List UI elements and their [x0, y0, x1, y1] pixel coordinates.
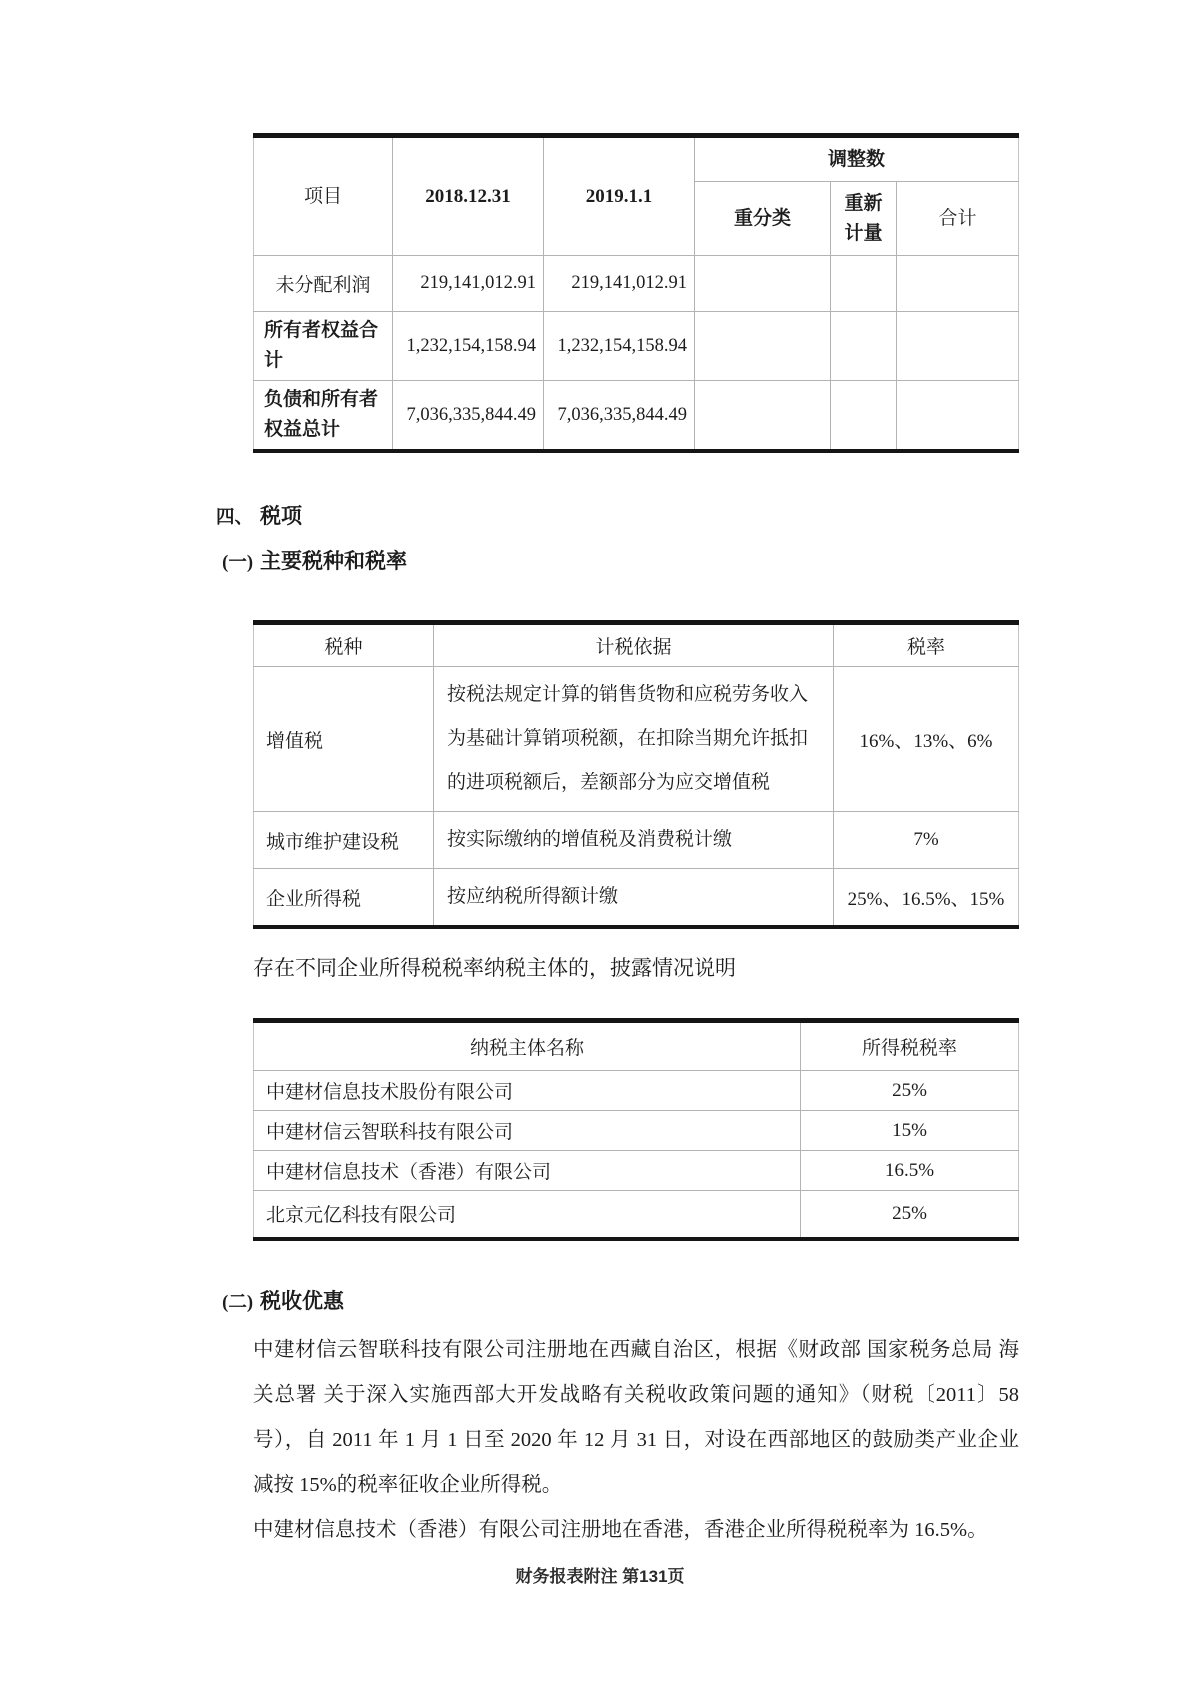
- tax-basis: 按税法规定计算的销售货物和应税劳务收入为基础计算销项税额，在扣除当期允许抵扣的进项税额后，差额部分为应交增值税: [434, 667, 834, 812]
- header-total: 合计: [938, 207, 977, 229]
- tax-type: 增值税: [254, 667, 434, 812]
- value-total: [897, 312, 1019, 381]
- value-2018: 219,141,012.91: [393, 256, 544, 312]
- entity-table-header-row: [254, 1021, 1019, 1071]
- value-remeasurement: [831, 381, 897, 452]
- tax-rate-table: [253, 620, 1019, 929]
- table-row: [254, 1151, 1019, 1191]
- table-row: [254, 381, 1019, 452]
- value-reclassification: [695, 312, 831, 381]
- table-row: [254, 1111, 1019, 1151]
- row-label: 所有者权益合计: [254, 312, 393, 381]
- tax-type: 城市维护建设税: [254, 812, 434, 869]
- value-remeasurement: [831, 312, 897, 381]
- entity-name: 中建材信云智联科技有限公司: [254, 1111, 801, 1151]
- tax-rate: 7%: [913, 829, 939, 850]
- header-reclassification: 重分类: [695, 182, 831, 256]
- value-2019: 7,036,335,844.49: [544, 381, 695, 452]
- header-entity-name: 纳税主体名称: [254, 1021, 801, 1071]
- section-heading-tax-types: [178, 545, 407, 575]
- tax-type: 企业所得税: [254, 869, 434, 928]
- value-remeasurement: [831, 256, 897, 312]
- section-title: 税项: [260, 504, 302, 528]
- value-2018: 7,036,335,844.49: [393, 381, 544, 452]
- table-row: [254, 1071, 1019, 1111]
- section-number: (一): [222, 553, 253, 573]
- value-total: [897, 256, 1019, 312]
- header-tax-basis: 计税依据: [434, 623, 834, 667]
- section-heading-tax: [178, 500, 302, 530]
- section-title: 主要税种和税率: [260, 549, 407, 573]
- table-row: [254, 812, 1019, 869]
- entity-name: 北京元亿科技有限公司: [254, 1191, 801, 1239]
- adjustment-table: [253, 133, 1019, 453]
- header-adjustments: 调整数: [695, 136, 1019, 182]
- header-tax-type: 税种: [254, 623, 434, 667]
- tax-incentive-text: [253, 1328, 1019, 1553]
- section-title: 税收优惠: [260, 1289, 344, 1313]
- tax-rate: 25%、16.5%、15%: [847, 888, 1005, 910]
- value-2019: 219,141,012.91: [544, 256, 695, 312]
- entity-name: 中建材信息技术股份有限公司: [254, 1071, 801, 1111]
- tax-basis: 按应纳税所得额计缴: [434, 869, 834, 928]
- header-item: 项目: [254, 136, 393, 256]
- disclosure-note: 存在不同企业所得税税率纳税主体的，披露情况说明: [253, 956, 736, 980]
- header-income-tax-rate: 所得税税率: [801, 1021, 1019, 1071]
- table-row: [254, 312, 1019, 381]
- value-2018: 1,232,154,158.94: [393, 312, 544, 381]
- header-tax-rate: 税率: [834, 623, 1019, 667]
- paragraph: 中建材信云智联科技有限公司注册地在西藏自治区，根据《财政部 国家税务总局 海关总署 关于深入实施西部大开发战略有关税收政策问题的通知》（财税〔2011〕58号），自 2011 年 1 月 1 日至 2020 年 12 月 31 日，对设在西部地区的鼓励类产业企业减按 15%的税率征收企业所得税。: [253, 1339, 1019, 1496]
- income-tax-rate: 25%: [892, 1079, 927, 1101]
- income-tax-rate: 25%: [892, 1202, 927, 1224]
- table-row: [254, 869, 1019, 928]
- income-tax-rate: 16.5%: [884, 1159, 935, 1181]
- value-reclassification: [695, 256, 831, 312]
- value-total: [897, 381, 1019, 452]
- adjustment-table-header-row-1: [254, 136, 1019, 182]
- paragraph: 中建材信息技术（香港）有限公司注册地在香港，香港企业所得税税率为 16.5%。: [253, 1519, 988, 1541]
- tax-rate: 16%、13%、6%: [859, 730, 993, 752]
- section-number: 四、: [215, 508, 253, 528]
- table-row: [254, 667, 1019, 812]
- entity-name: 中建材信息技术（香港）有限公司: [254, 1151, 801, 1191]
- table-row: [254, 256, 1019, 312]
- header-remeasurement: 重新计量: [831, 182, 897, 256]
- tax-table-header-row: [254, 623, 1019, 667]
- section-number: (二): [222, 1293, 253, 1313]
- header-date-2018: 2018.12.31: [393, 136, 544, 256]
- page-footer: 财务报表附注 第131页: [515, 1567, 685, 1586]
- value-2019: 1,232,154,158.94: [544, 312, 695, 381]
- income-tax-rate: 15%: [892, 1119, 927, 1141]
- section-heading-tax-incentives: [178, 1285, 344, 1315]
- table-row: [254, 1191, 1019, 1239]
- row-label: 负债和所有者权益总计: [254, 381, 393, 452]
- row-label: 未分配利润: [254, 256, 393, 312]
- header-date-2019: 2019.1.1: [544, 136, 695, 256]
- entity-rate-table: [253, 1018, 1019, 1241]
- value-reclassification: [695, 381, 831, 452]
- tax-basis: 按实际缴纳的增值税及消费税计缴: [434, 812, 834, 869]
